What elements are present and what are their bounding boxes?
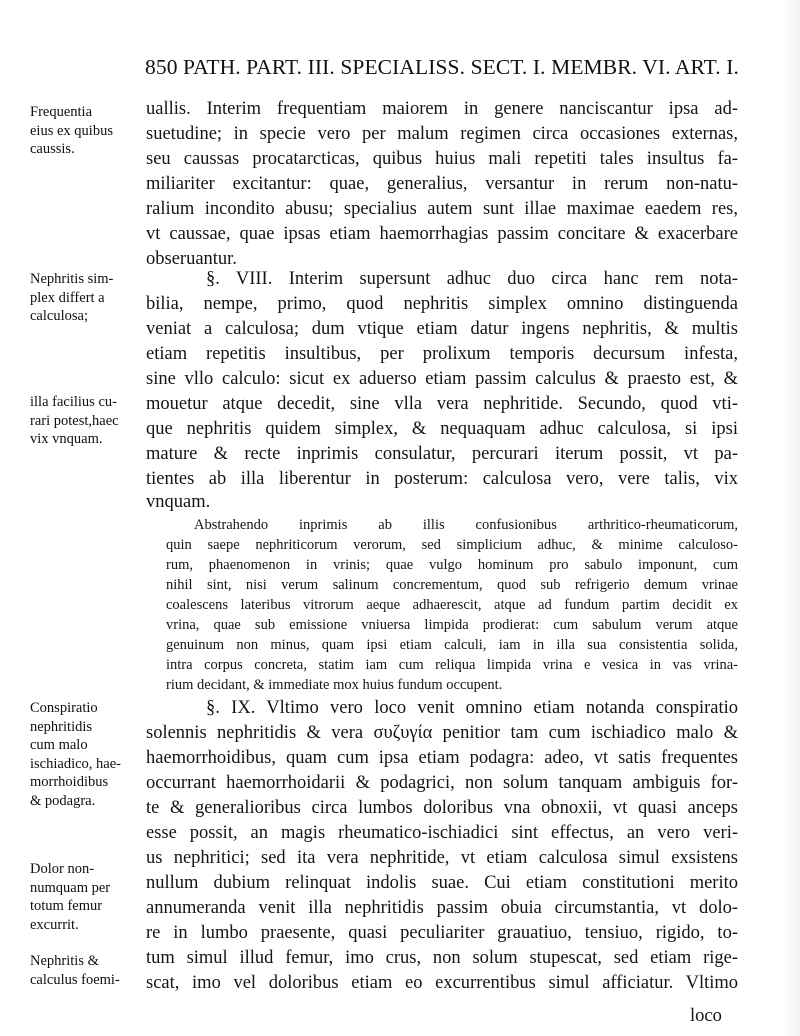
- body-line: te & generalioribus circa lumbos doloribus vna obnoxii, vt quasi anceps: [146, 798, 738, 818]
- body-line: vt caussae, quae ipsas etiam haemorrhagias passim concitare & exacerbare: [146, 224, 738, 244]
- body-line: tum simul illud femur, imo crus, non solum stupescat, sed etiam rige-: [146, 948, 738, 968]
- body-line: us nephritici; sed ita vera nephritide, vt etiam calculosa simul exsistens: [146, 848, 738, 868]
- body-line: nullum dubium relinquat indolis suae. Cui etiam constitutioni merito: [146, 873, 738, 893]
- note-line: rium decidant, & immediate mox huius fundum occupent.: [166, 677, 503, 693]
- catchword: loco: [690, 1006, 722, 1026]
- section-ix-heading-line: §. IX. Vltimo vero loco venit omnino etiam notanda conspiratio: [206, 698, 738, 718]
- margin-note-nephritis-calculus: [30, 952, 145, 989]
- margin-note-conspiratio: [30, 699, 145, 810]
- margin-note-dolor: [30, 860, 145, 934]
- body-line: seu caussas procatarcticas, quibus huius mali repetiti tales insultus fa-: [146, 149, 738, 169]
- margin-note-line: nephritidis: [30, 718, 93, 735]
- body-line: scat, imo vel doloribus etiam eo excurrentibus simul afficiatur. Vltimo: [146, 973, 738, 993]
- margin-note-line: calculosa;: [30, 308, 88, 324]
- margin-note-line: rari potest,haec: [30, 412, 119, 429]
- note-line: genuinum non minus, quam ipsi etiam calculi, iam in illa sua consistentia solida,: [166, 637, 738, 653]
- margin-note-line: eius ex quibus: [30, 122, 113, 139]
- running-header: 850 PATH. PART. III. SPECIALISS. SECT. I. MEMBR. VI. ART. I.: [145, 55, 739, 79]
- margin-note-line: vix vnquam.: [30, 431, 103, 447]
- page-edge-shadow: [780, 0, 800, 1036]
- body-line: que nephritis quidem simplex, & nequaquam adhuc calculosa, si ipsi: [146, 419, 738, 439]
- margin-note-line: cum malo: [30, 737, 88, 753]
- margin-note-line: Frequentia: [30, 104, 93, 120]
- body-line: haemorrhoidibus, quam cum ipsa etiam podagra: adeo, vt satis frequentes: [146, 748, 738, 768]
- body-line: etiam repetitis insultibus, per prolixum temporis decursum infesta,: [146, 344, 738, 364]
- margin-note-line: Nephritis sim-: [30, 271, 114, 287]
- margin-note-line: Nephritis &: [30, 953, 99, 969]
- body-line: obseruantur.: [146, 249, 237, 269]
- body-line: mature & recte inprimis consulatur, percurari iterum possit, vt pa-: [146, 444, 738, 464]
- body-line: mouetur atque decedit, sine vlla vera nephritide. Secundo, quod vti-: [146, 394, 738, 414]
- body-line: miliariter excitantur: quae, generalius, versantur in rerum non-natu-: [146, 174, 738, 194]
- margin-note-line: ischiadico, hae-: [30, 755, 121, 772]
- margin-note-line: numquam per: [30, 879, 111, 896]
- margin-note-line: calculus foemi-: [30, 971, 120, 988]
- margin-note-line: & podagra.: [30, 792, 96, 809]
- note-line: vrina, quae sub emissione vniuersa limpida prodierat: cum sabulum verum atque: [166, 617, 738, 633]
- body-line: ralium incondito abusu; specialius autem sunt illae maximae eaedem res,: [146, 199, 738, 219]
- margin-note-line: excurrit.: [30, 916, 79, 933]
- body-line: annumeranda venit illa nephritidis passim obuia circumstantia, vt dolo-: [146, 898, 738, 918]
- note-line: intra corpus concreta, statim iam cum reliqua limpida vrina e vesica in vas vrina-: [166, 657, 738, 673]
- margin-note-frequentia: [30, 103, 145, 159]
- body-line: occurrant haemorrhoidarii & podagrici, non solum tanquam ambiguis for-: [146, 773, 738, 793]
- body-line: bilia, nempe, primo, quod nephritis simplex omnino distinguenda: [146, 294, 738, 314]
- margin-note-line: plex differt a: [30, 289, 105, 306]
- margin-note-line: totum femur: [30, 898, 103, 914]
- margin-note-line: Conspiratio: [30, 700, 98, 716]
- section-viii-heading-line: §. VIII. Interim supersunt adhuc duo circa hanc rem nota-: [206, 269, 738, 289]
- note-line: quin saepe nephriticorum verorum, sed simplicium adhuc, & minime calculoso-: [166, 537, 738, 553]
- note-line: rum, phaenomenon in vrinis; quae vulgo hominum pro sabulo imponunt, cum: [166, 557, 738, 573]
- note-line: nihil sint, nisi verum salinum concrementum, quod sub refrigerio demum vrinae: [166, 577, 738, 593]
- body-line: suetudine; in specie vero per malum regimen circa occasiones externas,: [146, 124, 738, 144]
- body-line: veniat a calculosa; dum vtique etiam datur ingens nephritis, & multis: [146, 319, 738, 339]
- margin-note-nephritis-simplex: [30, 270, 145, 326]
- margin-note-line: illa facilius cu-: [30, 394, 117, 410]
- body-line: re in lumbo praesente, quasi peculiariter grauatiuo, tensiuo, rigido, to-: [146, 923, 738, 943]
- body-line: vnquam.: [146, 492, 211, 512]
- body-line: solennis nephritidis & vera συζυγία penitior tam cum ischiadico malo &: [146, 723, 738, 743]
- margin-note-line: Dolor non-: [30, 861, 95, 877]
- note-line: coalescens lateribus vitrorum aeque adhaerescit, atque ad fundum partim decidit ex: [166, 597, 738, 613]
- body-line: esse possit, an magis rheumatico-ischiadici sint effectus, an vero veri-: [146, 823, 738, 843]
- body-line: sine vllo calculo: sicut ex aduerso etiam passim calculus & praesto est, &: [146, 369, 738, 389]
- body-line: tientes ab illa liberentur in posterum: calculosa vero, vere talis, vix: [146, 469, 738, 489]
- body-line: uallis. Interim frequentiam maiorem in genere nanciscantur ipsa ad-: [146, 99, 738, 119]
- note-line: Abstrahendo inprimis ab illis confusionibus arthritico-rheumaticorum,: [194, 517, 738, 533]
- margin-note-line: caussis.: [30, 141, 75, 157]
- margin-note-illa-facilius: [30, 393, 145, 449]
- margin-note-line: morrhoidibus: [30, 774, 109, 790]
